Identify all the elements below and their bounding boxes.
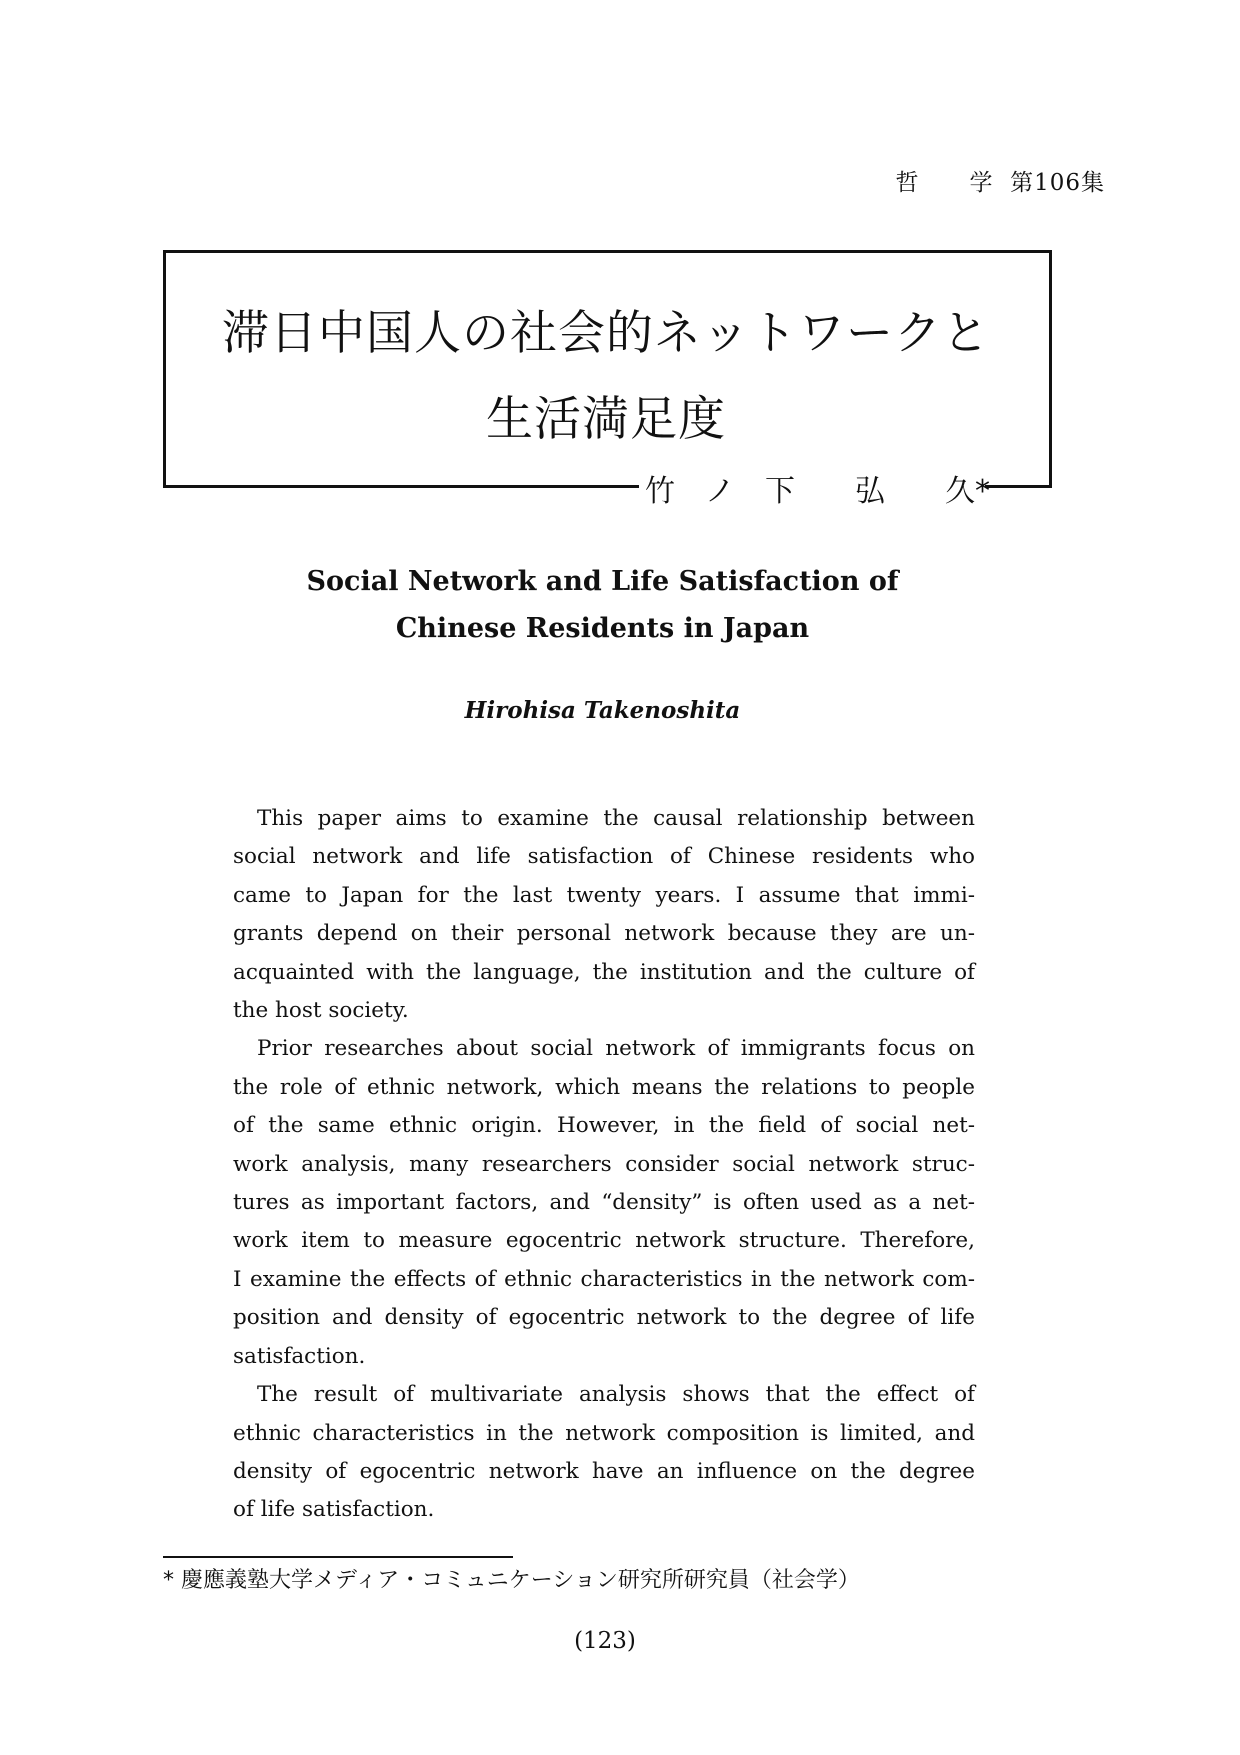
title-frame-rule-right <box>985 485 1049 488</box>
abstract-line: of life satisfaction. <box>233 1497 435 1523</box>
abstract-line: The result of multivariate analysis shows that the effect of <box>257 1382 975 1408</box>
title-frame <box>163 250 1052 488</box>
abstract <box>233 800 975 1530</box>
journal-volume: 第106集 <box>1010 170 1105 196</box>
japanese-title-line-1: 滞日中国人の社会的ネットワークと <box>222 306 990 361</box>
abstract-line: Prior researches about social network of immigrants focus on <box>257 1036 975 1062</box>
abstract-paragraph <box>233 800 975 1030</box>
abstract-line: of the same ethnic origin. However, in the field of social net- <box>233 1113 975 1139</box>
abstract-line: tures as important factors, and “density” is often used as a net- <box>233 1190 975 1216</box>
abstract-paragraph <box>233 1376 975 1530</box>
author-char: 竹 <box>645 474 675 509</box>
journal-name-2: 学 <box>969 170 994 196</box>
english-author: Hirohisa Takenoshita <box>464 697 741 724</box>
abstract-line: came to Japan for the last twenty years. I assume that immi- <box>233 882 975 908</box>
japanese-title-line-2: 生活満足度 <box>486 392 726 447</box>
abstract-line: ethnic characteristics in the network composition is limited, and <box>233 1420 975 1446</box>
footnote-rule <box>163 1556 513 1558</box>
abstract-line: satisfaction. <box>233 1343 366 1369</box>
abstract-line: the host society. <box>233 998 409 1024</box>
footnote: * 慶應義塾大学メディア・コミュニケーション研究所研究員（社会学） <box>163 1568 860 1593</box>
abstract-line: grants depend on their personal network because they are un- <box>233 921 975 947</box>
abstract-line: the role of ethnic network, which means the relations to people <box>233 1074 975 1100</box>
title-frame-rule-left <box>163 485 639 488</box>
journal-header <box>895 164 1105 197</box>
author-char: 久* <box>945 474 990 509</box>
page-number: (123) <box>574 1628 636 1654</box>
english-title-line-2: Chinese Residents in Japan <box>395 613 810 644</box>
abstract-line: density of egocentric network have an influence on the degree <box>233 1458 975 1484</box>
author-char: 弘 <box>855 474 885 509</box>
abstract-line: acquainted with the language, the institution and the culture of <box>233 959 975 985</box>
japanese-author <box>645 466 990 510</box>
abstract-line: work analysis, many researchers consider social network struc- <box>233 1151 975 1177</box>
abstract-paragraph <box>233 1030 975 1376</box>
abstract-line: work item to measure egocentric network structure. Therefore, <box>233 1228 975 1254</box>
journal-name-1: 哲 <box>895 170 920 196</box>
english-title-line-1: Social Network and Life Satisfaction of <box>306 566 899 597</box>
abstract-line: I examine the effects of ethnic characteristics in the network com- <box>233 1266 975 1292</box>
author-char: ノ <box>705 474 735 509</box>
author-char: 下 <box>765 474 795 509</box>
abstract-line: social network and life satisfaction of Chinese residents who <box>233 844 975 870</box>
abstract-line: This paper aims to examine the causal relationship between <box>257 806 975 831</box>
abstract-line: position and density of egocentric network to the degree of life <box>233 1305 975 1331</box>
